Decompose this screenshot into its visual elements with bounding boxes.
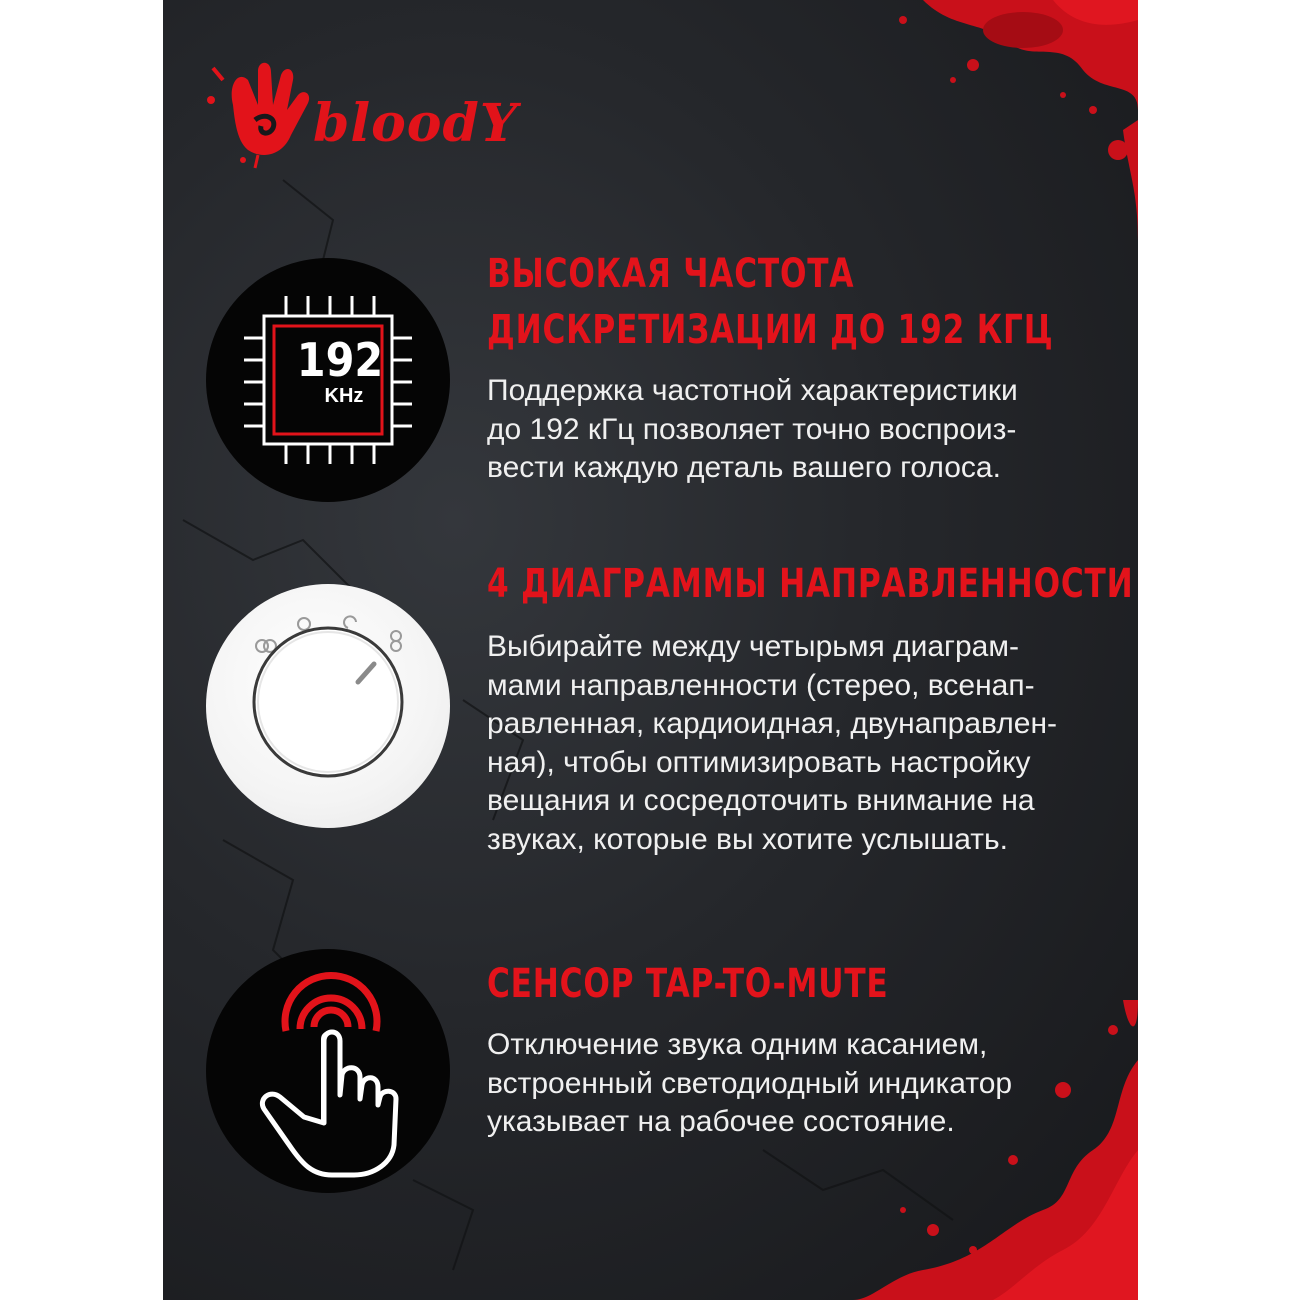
feature-desc-tap-to-mute: Отключение звука одним касанием, встроенный светодиодный индикатор указывает на рабочее состояние. <box>487 1028 1013 1138</box>
tap-to-mute-feature-icon <box>206 949 450 1193</box>
feature-title-polar-patterns: 4 ДИАГРАММЫ НАПРАВЛЕННОСТИ <box>487 561 1134 607</box>
chip-value: 192 <box>296 333 384 387</box>
polar-pattern-dial-icon <box>206 584 450 828</box>
chip-unit: KHz <box>324 385 364 407</box>
feature-title-tap-to-mute: СЕНСОР TAP-TO-MUTE <box>487 961 889 1007</box>
feature-title-sample-rate: ВЫСОКАЯ ЧАСТОТА ДИСКРЕТИЗАЦИИ ДО 192 КГЦ <box>487 251 1054 353</box>
feature-desc-sample-rate: Поддержка частотной характеристики до 192 кГц позволяет точно воспроиз- вести каждую деталь вашего голоса. <box>487 374 1018 484</box>
blood-splatter-top-icon <box>723 0 1138 260</box>
feature-desc-polar-patterns: Выбирайте между четырьмя диаграм- мами направленности (стерео, всенап- равленная, кардиоидная, двунаправлен- ная), чтобы оптимизировать настройку вещания и сосредоточить внимание на звуках, которые вы хотите услышать. <box>487 630 1058 856</box>
brand-logo-text: bloodY <box>313 93 518 154</box>
tap-finger-icon <box>206 949 450 1193</box>
chip-icon <box>206 258 450 502</box>
polar-pattern-feature-icon <box>206 584 450 828</box>
sample-rate-feature-icon <box>206 258 450 502</box>
